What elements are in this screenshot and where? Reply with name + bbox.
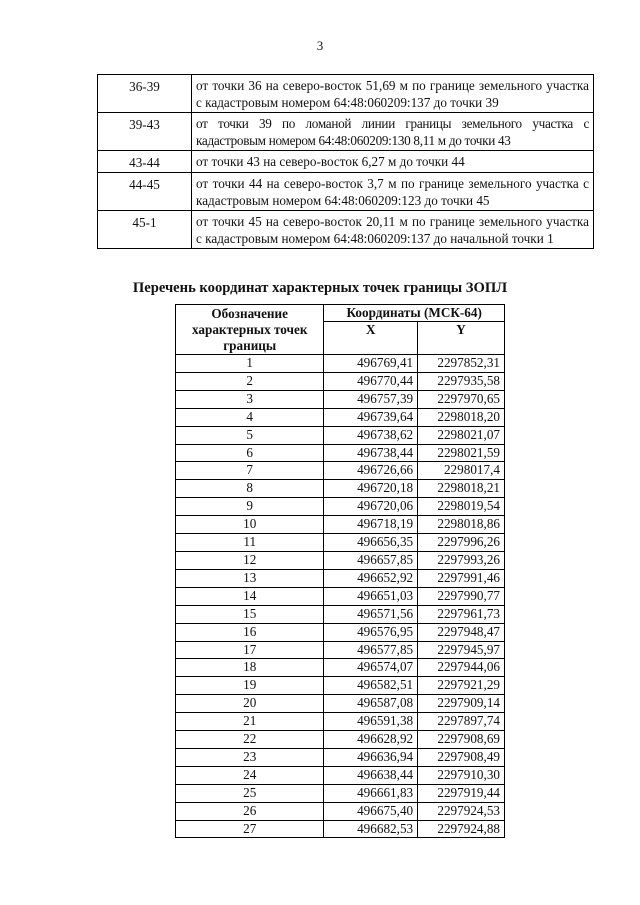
segment-row bbox=[98, 173, 594, 211]
point-id: 15 bbox=[176, 605, 324, 623]
table-row bbox=[176, 426, 505, 444]
point-id: 24 bbox=[176, 766, 324, 784]
y-value: 2297910,30 bbox=[418, 766, 505, 784]
segment-id: 45-1 bbox=[98, 211, 192, 249]
y-value: 2297990,77 bbox=[418, 587, 505, 605]
segment-id: 44-45 bbox=[98, 173, 192, 211]
y-value: 2297944,06 bbox=[418, 659, 505, 677]
y-value: 2297993,26 bbox=[418, 551, 505, 569]
table-row bbox=[176, 390, 505, 408]
x-value: 496726,66 bbox=[324, 462, 418, 480]
y-value: 2297991,46 bbox=[418, 569, 505, 587]
point-id: 27 bbox=[176, 820, 324, 838]
table-row bbox=[176, 444, 505, 462]
segment-id: 43-44 bbox=[98, 151, 192, 173]
x-value: 496682,53 bbox=[324, 820, 418, 838]
point-id: 2 bbox=[176, 372, 324, 390]
table-row bbox=[176, 731, 505, 749]
x-value: 496720,06 bbox=[324, 498, 418, 516]
col-y: Y bbox=[418, 322, 505, 355]
point-id: 3 bbox=[176, 390, 324, 408]
y-value: 2297948,47 bbox=[418, 623, 505, 641]
table-row bbox=[176, 372, 505, 390]
point-id: 17 bbox=[176, 641, 324, 659]
x-value: 496591,38 bbox=[324, 713, 418, 731]
y-value: 2297970,65 bbox=[418, 390, 505, 408]
x-value: 496661,83 bbox=[324, 784, 418, 802]
x-value: 496718,19 bbox=[324, 516, 418, 534]
x-value: 496657,85 bbox=[324, 551, 418, 569]
segment-id: 39-43 bbox=[98, 113, 192, 151]
segment-row bbox=[98, 75, 594, 113]
x-value: 496587,08 bbox=[324, 695, 418, 713]
y-value: 2298018,21 bbox=[418, 480, 505, 498]
y-value: 2297897,74 bbox=[418, 713, 505, 731]
table-row bbox=[176, 748, 505, 766]
x-value: 496739,64 bbox=[324, 408, 418, 426]
table-row bbox=[176, 605, 505, 623]
segment-description: от точки 45 на северо-восток 20,11 м по границе земельного участка с кадастровым номером 64:48:060209:137 до начальной точки 1 bbox=[192, 211, 594, 249]
x-value: 496582,51 bbox=[324, 677, 418, 695]
x-value: 496770,44 bbox=[324, 372, 418, 390]
y-value: 2297909,14 bbox=[418, 695, 505, 713]
table-row bbox=[176, 480, 505, 498]
x-value: 496738,44 bbox=[324, 444, 418, 462]
point-id: 16 bbox=[176, 623, 324, 641]
table-row bbox=[176, 695, 505, 713]
y-value: 2297852,31 bbox=[418, 355, 505, 373]
segment-description: от точки 39 по ломаной линии границы земельного участка с кадастровым номером 64:48:060209:130 8,11 м до точки 43 bbox=[192, 113, 594, 151]
boundary-segments-table bbox=[97, 74, 594, 249]
point-id: 7 bbox=[176, 462, 324, 480]
segment-description: от точки 43 на северо-восток 6,27 м до точки 44 bbox=[192, 151, 594, 173]
point-id: 9 bbox=[176, 498, 324, 516]
col-x: X bbox=[324, 322, 418, 355]
segment-id: 36-39 bbox=[98, 75, 192, 113]
table-row bbox=[176, 802, 505, 820]
x-value: 496577,85 bbox=[324, 641, 418, 659]
point-id: 20 bbox=[176, 695, 324, 713]
point-id: 22 bbox=[176, 731, 324, 749]
y-value: 2298017,4 bbox=[418, 462, 505, 480]
point-id: 11 bbox=[176, 534, 324, 552]
segment-row bbox=[98, 113, 594, 151]
table-row bbox=[176, 498, 505, 516]
table-row bbox=[176, 820, 505, 838]
table-row bbox=[176, 641, 505, 659]
point-id: 4 bbox=[176, 408, 324, 426]
point-id: 21 bbox=[176, 713, 324, 731]
y-value: 2298021,59 bbox=[418, 444, 505, 462]
y-value: 2297919,44 bbox=[418, 784, 505, 802]
table-row bbox=[176, 784, 505, 802]
point-id: 6 bbox=[176, 444, 324, 462]
segment-row bbox=[98, 151, 594, 173]
y-value: 2297924,88 bbox=[418, 820, 505, 838]
y-value: 2298018,86 bbox=[418, 516, 505, 534]
page-number: 3 bbox=[316, 38, 324, 53]
x-value: 496675,40 bbox=[324, 802, 418, 820]
segment-row bbox=[98, 211, 594, 249]
table-row bbox=[176, 713, 505, 731]
y-value: 2298018,20 bbox=[418, 408, 505, 426]
point-id: 13 bbox=[176, 569, 324, 587]
x-value: 496638,44 bbox=[324, 766, 418, 784]
point-id: 1 bbox=[176, 355, 324, 373]
segment-description: от точки 44 на северо-восток 3,7 м по границе земельного участка с кадастровым номером 64:48:060209:123 до точки 45 bbox=[192, 173, 594, 211]
y-value: 2297908,49 bbox=[418, 748, 505, 766]
x-value: 496651,03 bbox=[324, 587, 418, 605]
table-row bbox=[176, 569, 505, 587]
coords-heading: Перечень координат характерных точек границы ЗОПЛ bbox=[132, 280, 508, 296]
point-id: 8 bbox=[176, 480, 324, 498]
table-row bbox=[176, 516, 505, 534]
table-row bbox=[176, 462, 505, 480]
x-value: 496652,92 bbox=[324, 569, 418, 587]
x-value: 496757,39 bbox=[324, 390, 418, 408]
y-value: 2297996,26 bbox=[418, 534, 505, 552]
x-value: 496574,07 bbox=[324, 659, 418, 677]
col-point-label: Обозначение характерных точек границы bbox=[176, 305, 324, 355]
segment-description: от точки 36 на северо-восток 51,69 м по границе земельного участка с кадастровым номером 64:48:060209:137 до точки 39 bbox=[192, 75, 594, 113]
y-value: 2297945,97 bbox=[418, 641, 505, 659]
table-row bbox=[176, 677, 505, 695]
point-id: 12 bbox=[176, 551, 324, 569]
x-value: 496656,35 bbox=[324, 534, 418, 552]
point-id: 23 bbox=[176, 748, 324, 766]
y-value: 2297921,29 bbox=[418, 677, 505, 695]
y-value: 2297935,58 bbox=[418, 372, 505, 390]
point-id: 5 bbox=[176, 426, 324, 444]
table-row bbox=[176, 534, 505, 552]
x-value: 496720,18 bbox=[324, 480, 418, 498]
point-id: 26 bbox=[176, 802, 324, 820]
table-row bbox=[176, 551, 505, 569]
table-row bbox=[176, 587, 505, 605]
y-value: 2297924,53 bbox=[418, 802, 505, 820]
y-value: 2298019,54 bbox=[418, 498, 505, 516]
table-row bbox=[176, 408, 505, 426]
table-row bbox=[176, 623, 505, 641]
y-value: 2297908,69 bbox=[418, 731, 505, 749]
table-row bbox=[176, 355, 505, 373]
y-value: 2298021,07 bbox=[418, 426, 505, 444]
coords-body bbox=[176, 355, 505, 838]
point-id: 14 bbox=[176, 587, 324, 605]
point-id: 10 bbox=[176, 516, 324, 534]
x-value: 496571,56 bbox=[324, 605, 418, 623]
coordinates-table bbox=[175, 304, 505, 838]
col-coords-label: Координаты (МСК-64) bbox=[324, 305, 505, 322]
table-row bbox=[176, 766, 505, 784]
point-id: 25 bbox=[176, 784, 324, 802]
coords-header-row bbox=[176, 305, 505, 322]
x-value: 496769,41 bbox=[324, 355, 418, 373]
x-value: 496576,95 bbox=[324, 623, 418, 641]
table-row bbox=[176, 659, 505, 677]
y-value: 2297961,73 bbox=[418, 605, 505, 623]
point-id: 18 bbox=[176, 659, 324, 677]
x-value: 496628,92 bbox=[324, 731, 418, 749]
x-value: 496636,94 bbox=[324, 748, 418, 766]
x-value: 496738,62 bbox=[324, 426, 418, 444]
point-id: 19 bbox=[176, 677, 324, 695]
